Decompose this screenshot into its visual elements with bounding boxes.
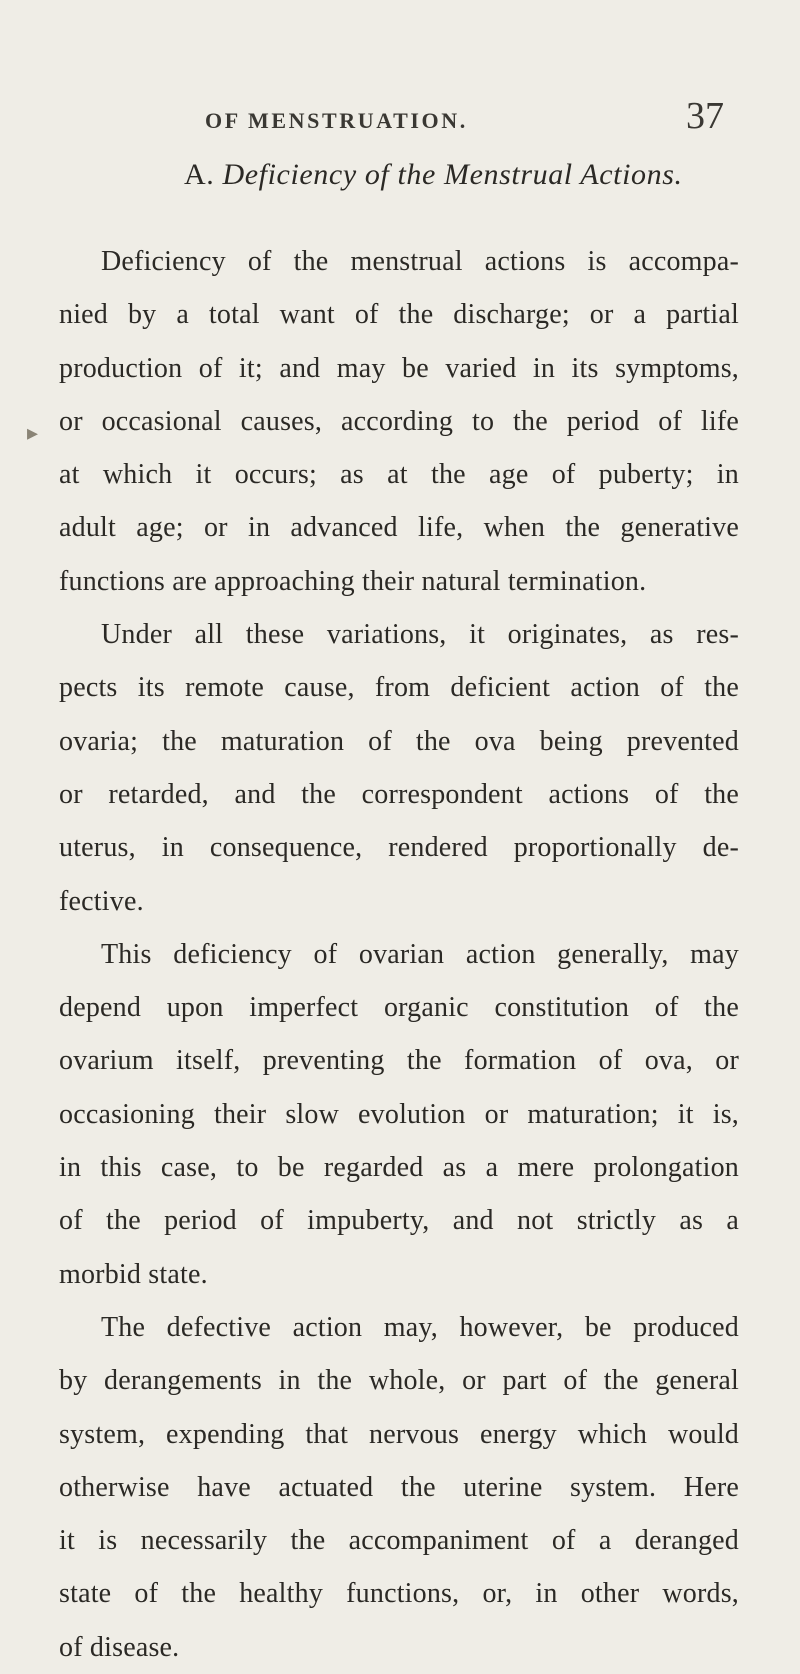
text-line: of the period of impuberty, and not strictly as a [59,1205,739,1237]
text-line: by derangements in the whole, or part of the general [59,1365,739,1397]
text-line: pects its remote cause, from deficient action of the [59,672,739,704]
text-line: or retarded, and the correspondent actions of the [59,778,739,810]
text-line: adult age; or in advanced life, when the generative [59,512,739,544]
text-line: nied by a total want of the discharge; or a partial [59,299,739,331]
text-line: in this case, to be regarded as a mere prolongation [59,1152,739,1184]
text-line: state of the healthy functions, or, in other words, [59,1578,739,1610]
section-title [184,158,683,192]
text-line: at which it occurs; as at the age of puberty; in [59,459,739,491]
text-line: morbid state. [59,1258,208,1290]
margin-mark: ▸ [27,420,39,445]
body-text [59,235,739,1674]
text-line: ovarium itself, preventing the formation of ova, or [59,1045,739,1077]
running-head: OF MENSTRUATION. [205,108,468,133]
text-line: functions are approaching their natural termination. [59,565,647,597]
text-line: fective. [59,885,144,917]
text-line: or occasional causes, according to the period of life [59,405,739,437]
text-line: Deficiency of the menstrual actions is accompa- [101,246,739,277]
text-line: occasioning their slow evolution or maturation; it is, [59,1098,739,1130]
text-line: it is necessarily the accompaniment of a deranged [59,1525,739,1557]
text-line: uterus, in consequence, rendered proportionally de- [59,832,739,864]
text-line: of disease. [59,1631,180,1663]
text-line: The defective action may, however, be produced [101,1311,739,1343]
text-line: depend upon imperfect organic constitution of the [59,992,739,1024]
text-line: ovaria; the maturation of the ova being prevented [59,725,739,757]
page-number: 37 [686,95,724,137]
text-line: otherwise have actuated the uterine system. Here [59,1471,739,1503]
section-prefix: A. [184,158,215,191]
text-line: Under all these variations, it originates, as res- [101,619,739,651]
text-line: production of it; and may be varied in its symptoms, [59,352,739,384]
text-line: This deficiency of ovarian action generally, may [101,938,739,970]
section-title-text: Deficiency of the Menstrual Actions. [222,158,683,191]
text-line: system, expending that nervous energy which would [59,1418,739,1450]
